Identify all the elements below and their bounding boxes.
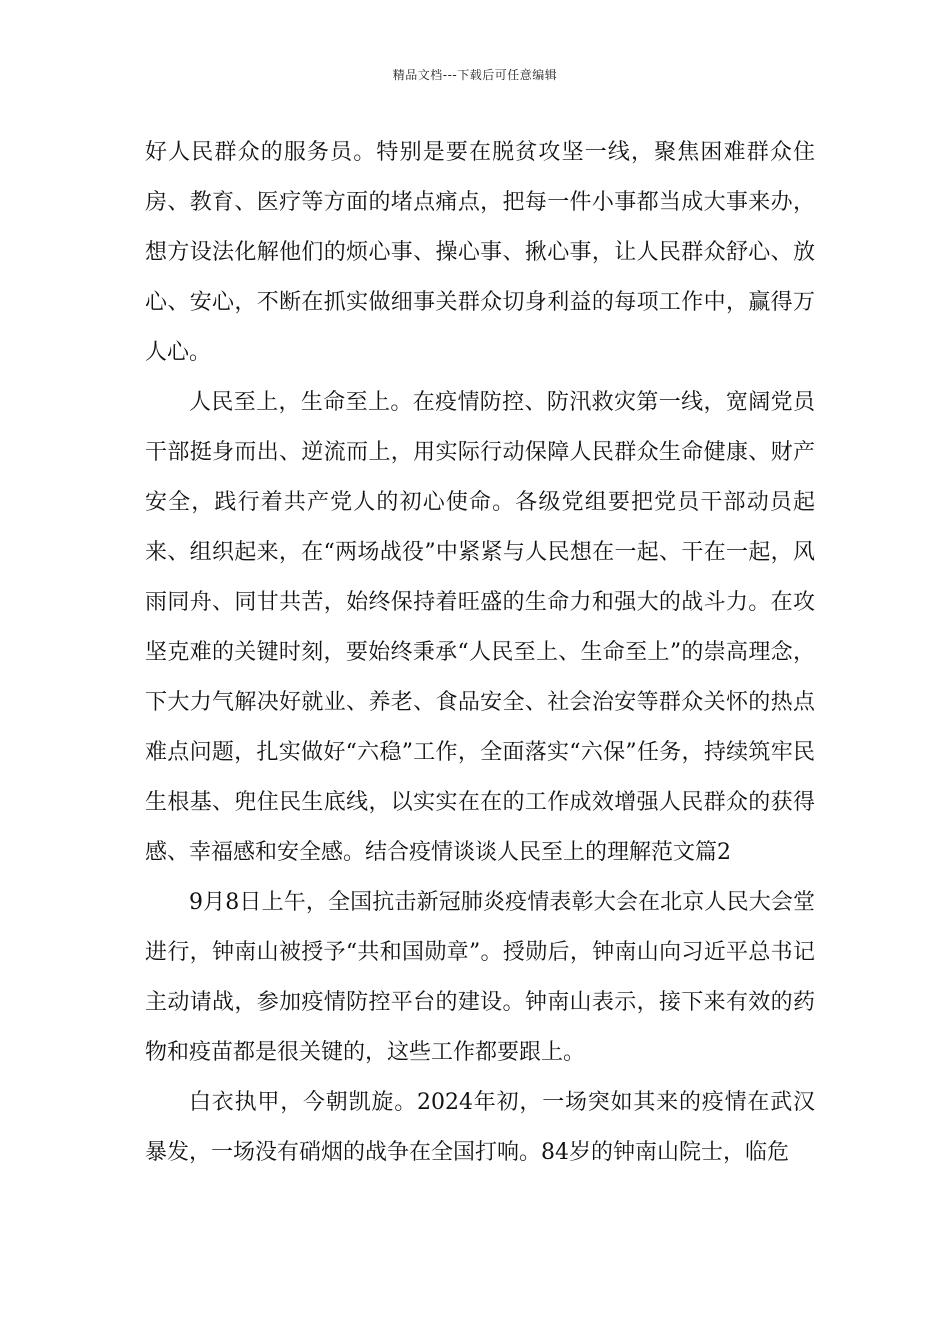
document-body (145, 128, 815, 1178)
paragraph-people-first: 人民至上，生命至上。在疫情防控、防汛救灾第一线，宽阔党员干部挺身而出、逆流而上，用实际行动保障人民群众生命健康、财产安全，践行着共产党人的初心使命。各级党组要把党员干部动员起来、组织起来，在“两场战役”中紧紧与人民想在一起、干在一起，风雨同舟、同甘共苦，始终保持着旺盛的生命力和强大的战斗力。在攻坚克难的关键时刻，要始终秉承“人民至上、生命至上”的崇高理念，下大力气解决好就业、养老、食品安全、社会治安等群众关怀的热点难点问题，扎实做好“六稳”工作，全面落实“六保”任务，持续筑牢民生根基、兜住民生底线，以实实在在的工作成效增强人民群众的获得感、幸福感和安全感。结合疫情谈谈人民至上的理解范文篇2 (145, 390, 815, 865)
paragraph-white-coat: 白衣执甲，今朝凯旋。2024年初，一场突如其来的疫情在武汉暴发，一场没有硝烟的战争在全国打响。84岁的钟南山院士，临危 (145, 1090, 815, 1165)
paragraph-continued: 好人民群众的服务员。特别是要在脱贫攻坚一线，聚焦困难群众住房、教育、医疗等方面的堵点痛点，把每一件小事都当成大事来办，想方设法化解他们的烦心事、操心事、揪心事，让人民群众舒心、放心、安心，不断在抓实做细事关群众切身利益的每项工作中，赢得万人心。 (145, 140, 815, 365)
paragraph-award-ceremony: 9月8日上午，全国抗击新冠肺炎疫情表彰大会在北京人民大会堂进行，钟南山被授予“共和国勋章”。授勋后，钟南山向习近平总书记主动请战，参加疫情防控平台的建设。钟南山表示，接下来有效的药物和疫苗都是很关键的，这些工作都要跟上。 (145, 890, 815, 1065)
page-header: 精品文档---下载后可任意编辑 (392, 68, 558, 82)
